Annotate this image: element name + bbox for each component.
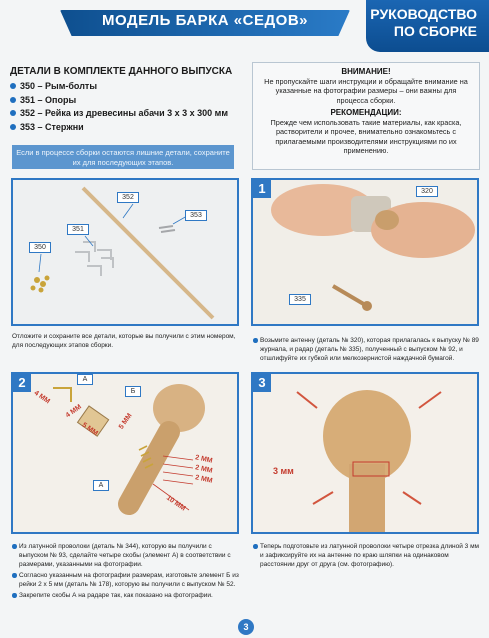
- list-item: 352 – Рейка из древесины абачи 3 x 3 x 300 мм: [10, 107, 228, 121]
- page-title: МОДЕЛЬ БАРКА «СЕДОВ»: [101, 12, 309, 29]
- guide-tab-line2: ПО СБОРКЕ: [393, 23, 477, 39]
- eye-bolt-parts: [31, 276, 50, 293]
- guide-tab: [366, 0, 489, 52]
- support-parts: [75, 242, 113, 276]
- parts-caption: Отложите и сохраните все детали, которые вы получили с этим номером, для последующих этапов сборки.: [12, 333, 236, 349]
- list-item: Закрепите скобы А на радаре так, как показано на фотографии.: [12, 591, 242, 600]
- radar-stem: [129, 432, 169, 504]
- dim-4mm-a: 4 ММ: [32, 389, 51, 406]
- label-a-bottom: А: [93, 480, 109, 491]
- list-item: 353 – Стержни: [10, 121, 228, 135]
- callout-353: 353: [185, 210, 207, 221]
- dim-3mm: 3 мм: [273, 466, 294, 476]
- step1-text: [253, 336, 481, 365]
- step2-text: [12, 542, 242, 602]
- warning-box: [252, 62, 480, 170]
- list-item: Из латунной проволоки (деталь № 344), которую вы получили с выпуском № 93, сделайте четыре скобы (элемент А) в соответствии с размерами, указанными на фотографии.: [12, 542, 242, 569]
- dim-2mm-b: 2 ММ: [194, 464, 214, 475]
- warning-text: Не пропускайте шаги инструкции и обращайте внимание на указанные на фотографии размеры – они важны для процесса сборки.: [264, 76, 468, 105]
- step3-text: [253, 542, 481, 571]
- dim-5mm-a: 5 ММ: [80, 421, 99, 438]
- parts-list: [10, 80, 228, 134]
- step2-number: 2: [13, 374, 31, 392]
- step1-photo: [253, 180, 477, 324]
- radar-part: [333, 286, 367, 306]
- list-item: Возьмите антенну (деталь № 320), которая прилагалась к выпуску № 89 журнала, и радар (деталь № 335), полученный с выпуском № 92, и отшлифуйте их губкой или мелкозернистой наждачной бумагой.: [253, 336, 481, 363]
- callout-335: 335: [289, 294, 311, 305]
- dim-2mm-c: 2 ММ: [194, 474, 214, 485]
- note-box: Если в процессе сборки остаются лишние детали, сохраните их для последующих этапов.: [12, 145, 234, 169]
- label-a-top: А: [77, 374, 93, 385]
- callout-351: 351: [67, 224, 89, 235]
- parts-photo-panel: [11, 178, 239, 326]
- callout-350: 350: [29, 242, 51, 253]
- warning-title: ВНИМАНИЕ!: [341, 67, 391, 76]
- label-b: Б: [125, 386, 141, 397]
- dim-2mm-a: 2 ММ: [194, 454, 214, 465]
- callout-320: 320: [416, 186, 438, 197]
- parts-title: ДЕТАЛИ В КОМПЛЕКТЕ ДАННОГО ВЫПУСКА: [10, 66, 233, 77]
- recommendations-title: РЕКОМЕНДАЦИИ:: [330, 108, 402, 117]
- dim-4mm-b: 4 ММ: [64, 403, 83, 420]
- antenna-part: [375, 210, 399, 230]
- dim-10mm: 10 ММ: [164, 494, 187, 513]
- recommendations-text: Прежде чем использовать такие материалы, как краска, растворители и прочее, внимательно ознакомьтесь с прилагаемыми производителями инструкциями по их применению.: [270, 117, 462, 155]
- antenna-stem: [349, 464, 385, 532]
- list-item: Согласно указанным на фотографии размерам, изготовьте элемент Б из рейки 2 x 5 мм (деталь № 178), которую вы получили с выпуском № 52.: [12, 571, 242, 589]
- wood-strip: [83, 188, 213, 318]
- step1-panel: [251, 178, 479, 326]
- list-item: 351 – Опоры: [10, 94, 228, 108]
- callout-352: 352: [117, 192, 139, 203]
- staple-a: [53, 388, 71, 402]
- step3-photo: [253, 374, 477, 532]
- list-item: Теперь подготовьте из латунной проволоки четыре отрезка длиной 3 мм и зафиксируйте их на антенне по краю шляпки на одинаковом расстоянии друг от друга (см. фотографию).: [253, 542, 481, 569]
- step2-panel: [11, 372, 239, 534]
- list-item: 350 – Рым-болты: [10, 80, 228, 94]
- step3-number: 3: [253, 374, 271, 392]
- step1-number: 1: [253, 180, 271, 198]
- dim-5mm-b: 5 ММ: [117, 412, 134, 431]
- step3-panel: [251, 372, 479, 534]
- rod-parts: [159, 226, 175, 232]
- page-number: 3: [238, 619, 254, 635]
- guide-tab-line1: РУКОВОДСТВО: [370, 6, 477, 22]
